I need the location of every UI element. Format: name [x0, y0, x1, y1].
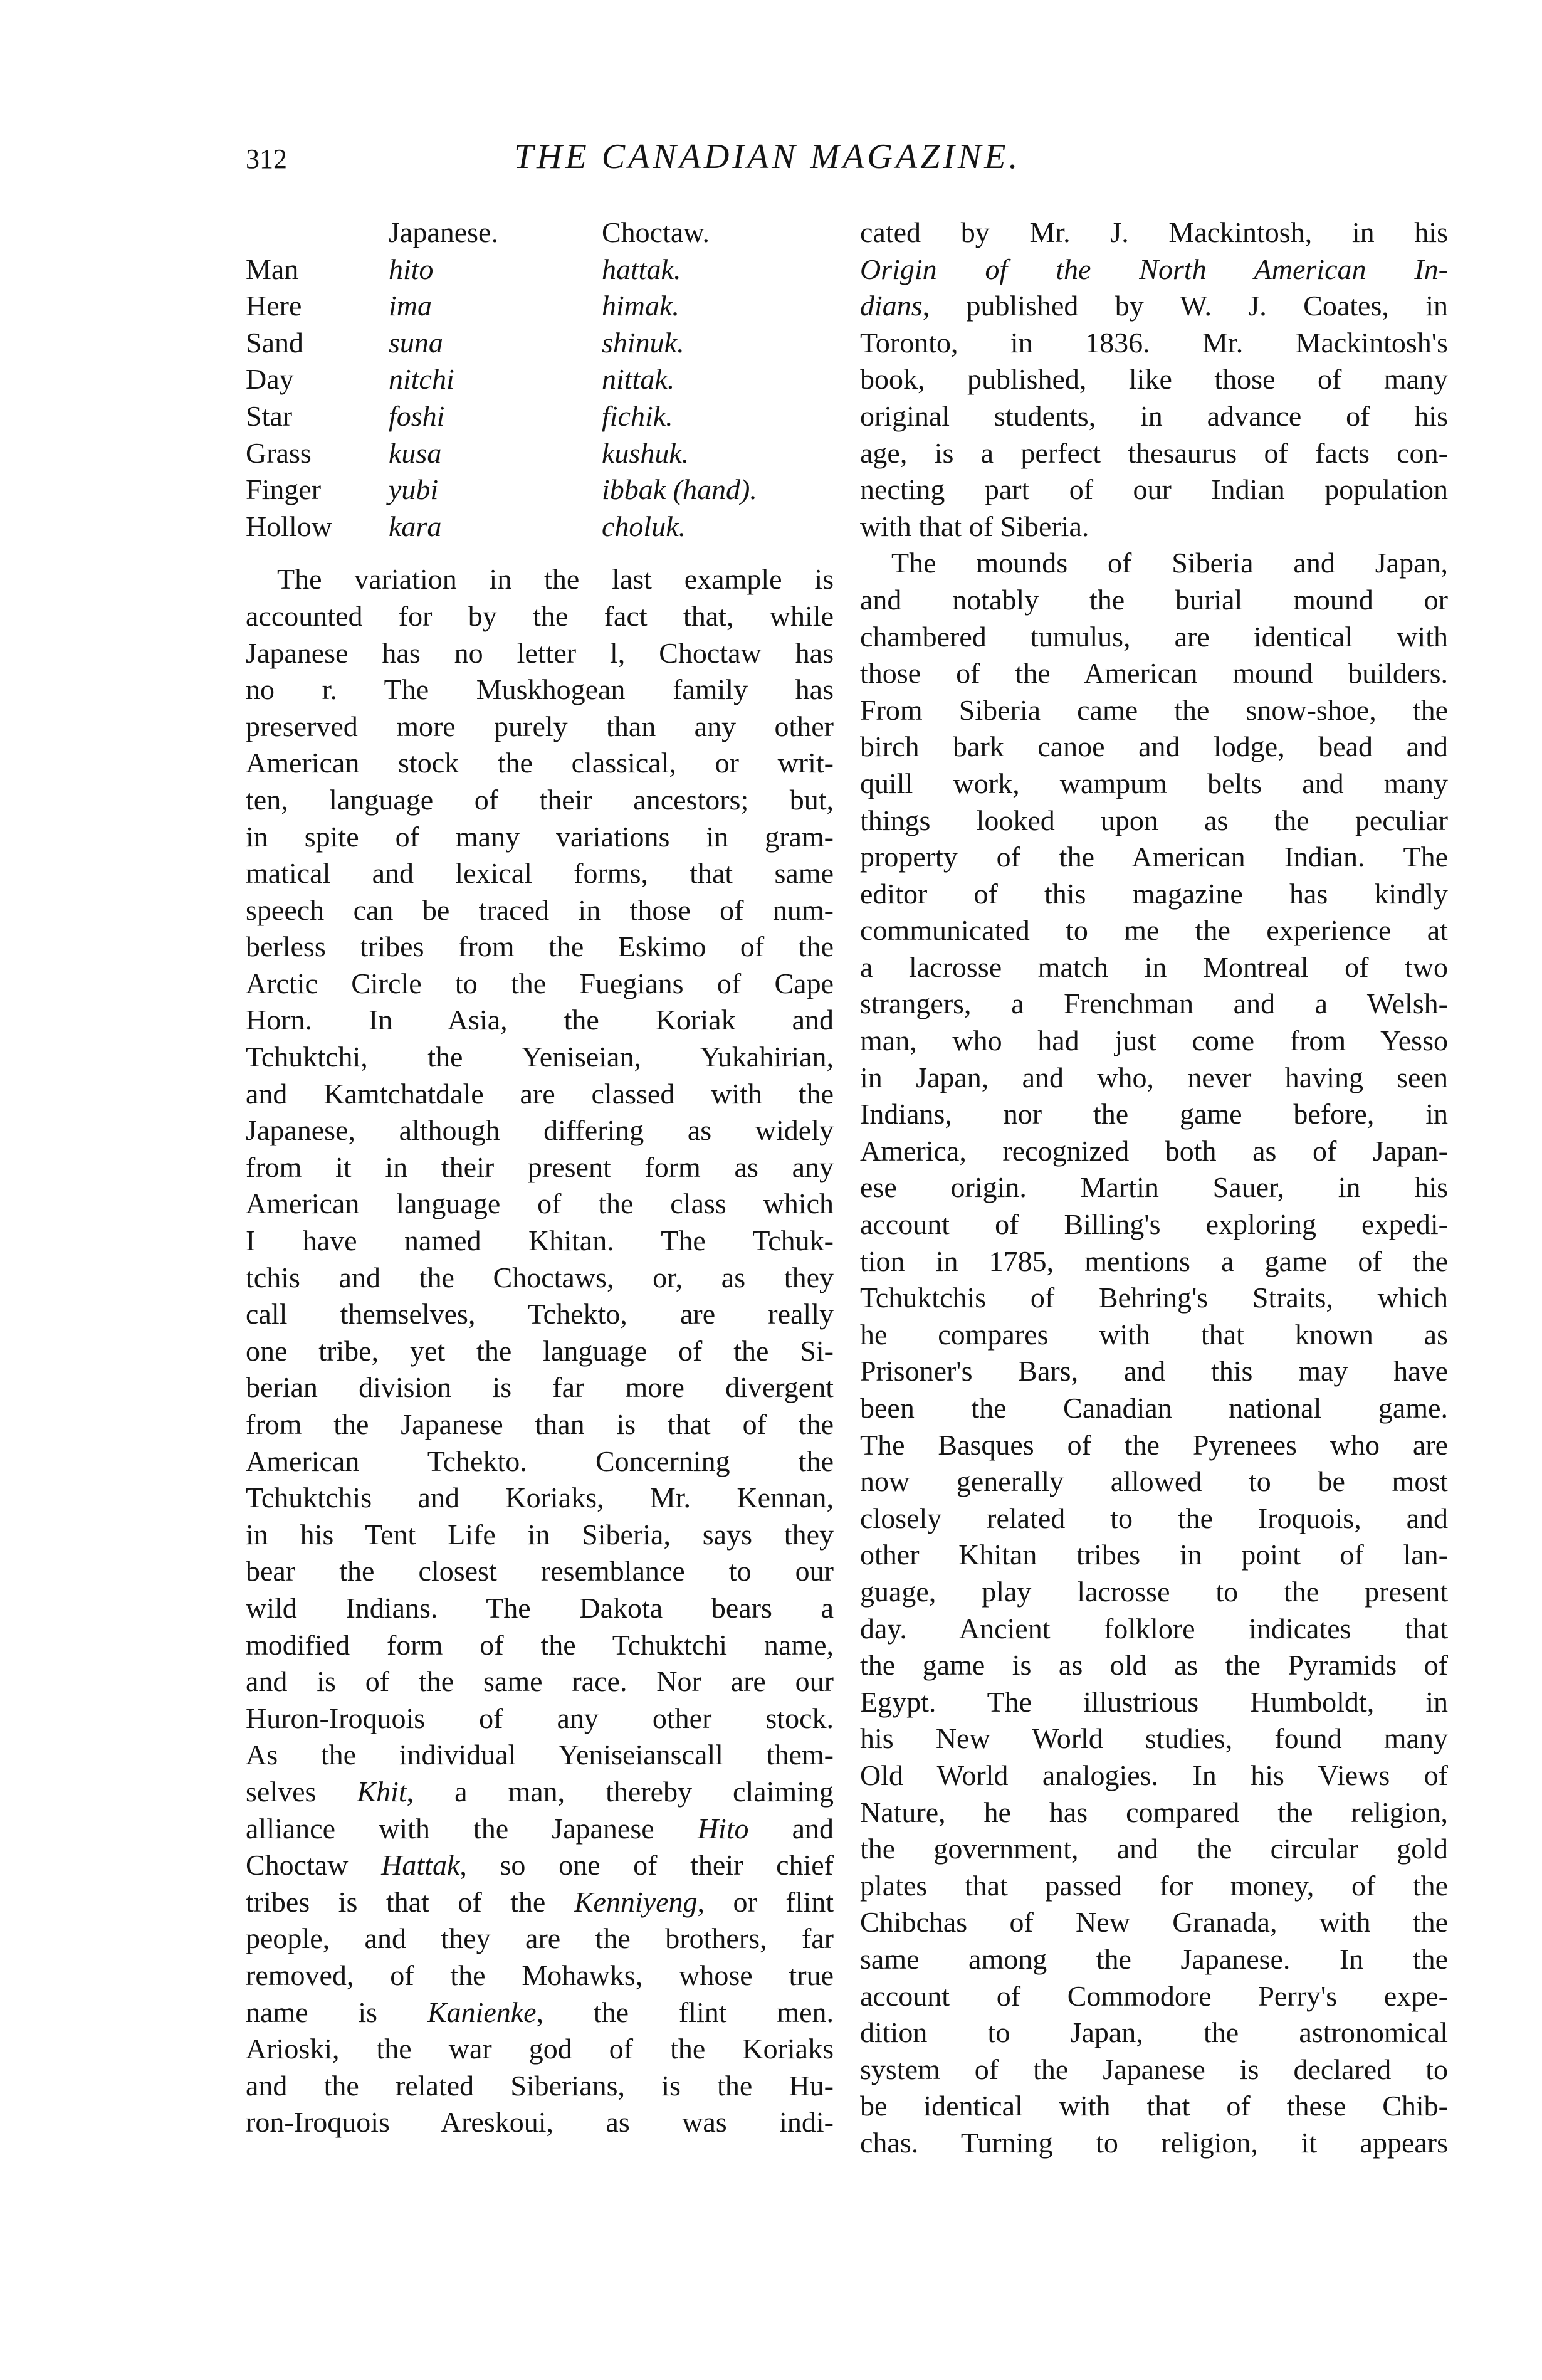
text-line: The variation in the last example is: [277, 563, 834, 596]
text-line: Arctic Circle to the Fuegians of Cape: [246, 967, 834, 999]
table-header-choctaw: Choctaw.: [602, 216, 710, 248]
right-column: [860, 214, 1448, 2161]
text-line: system of the Japanese is declared to: [860, 2053, 1448, 2085]
text-line: strangers, a Frenchman and a Welsh-: [860, 987, 1448, 1020]
text-line: Tchuktchis of Behring's Straits, which: [860, 1282, 1448, 1314]
text-line: in Japan, and who, never having seen: [860, 1061, 1448, 1093]
text-line: in spite of many variations in gram-: [246, 820, 834, 853]
text-line: been the Canadian national game.: [860, 1392, 1448, 1424]
english-word: Day: [246, 363, 294, 396]
english-word: Man: [246, 253, 299, 285]
text-line: Tchuktchi, the Yeniseian, Yukahirian,: [246, 1041, 834, 1073]
text-line: and Kamtchatdale are classed with the: [246, 1077, 834, 1110]
text-line: tion in 1785, mentions a game of the: [860, 1245, 1448, 1277]
text-line: Huron-Iroquois of any other stock.: [246, 1702, 834, 1734]
text-line: Indians, nor the game before, in: [860, 1098, 1448, 1130]
italic-term: Kanienke: [427, 1996, 537, 2028]
text-line: tchis and the Choctaws, or, as they: [246, 1261, 834, 1293]
text-line: no r. The Muskhogean family has: [246, 673, 834, 706]
text-line: matical and lexical forms, that same: [246, 857, 834, 890]
japanese-word: hito: [389, 253, 434, 285]
choctaw-word: nittak.: [602, 363, 675, 396]
text-line: age, is a perfect thesaurus of facts con-: [860, 436, 1448, 469]
text-line: his New World studies, found many: [860, 1722, 1448, 1755]
text-line: from it in their present form as any: [246, 1151, 834, 1183]
book-title: Origin of the North American In-: [860, 253, 1448, 285]
text-line: From Siberia came the snow-shoe, the: [860, 693, 1448, 726]
text-line: one tribe, yet the language of the Si-: [246, 1334, 834, 1367]
text-line: property of the American Indian. The: [860, 841, 1448, 873]
text-line: he compares with that known as: [860, 1318, 1448, 1351]
text-line: The mounds of Siberia and Japan,: [891, 547, 1448, 579]
text-line: with that of Siberia.: [860, 510, 1089, 542]
japanese-word: nitchi: [389, 363, 454, 396]
text-line: ten, language of their ancestors; but,: [246, 783, 834, 816]
text-line: man, who had just come from Yesso: [860, 1024, 1448, 1057]
text-run: alliance with the Japanese: [246, 1812, 654, 1845]
text-run: , so one of their chief: [459, 1849, 834, 1882]
text-run: , or flint: [697, 1885, 834, 1918]
text-line: Prisoner's Bars, and this may have: [860, 1355, 1448, 1387]
text-line: American language of the class which: [246, 1187, 834, 1220]
text-run: , published by W. J. Coates, in: [922, 290, 1448, 322]
left-column-text: [246, 561, 834, 2141]
english-word: Finger: [246, 473, 322, 506]
text-run: Choctaw: [246, 1849, 382, 1882]
text-line: plates that passed for money, of the: [860, 1869, 1448, 1902]
table-header-japanese: Japanese.: [389, 216, 498, 248]
choctaw-word: himak.: [602, 290, 679, 322]
text-run: selves: [246, 1775, 357, 1808]
english-word: Here: [246, 290, 302, 322]
italic-term: Kenniyeng: [574, 1885, 698, 1918]
text-line: original students, in advance of his: [860, 399, 1448, 432]
text-line: accounted for by the fact that, while: [246, 599, 834, 632]
japanese-word: ima: [389, 290, 432, 322]
text-line: dition to Japan, the astronomical: [860, 2016, 1448, 2049]
text-line: account of Commodore Perry's expe-: [860, 1979, 1448, 2012]
text-line: [246, 1774, 834, 1811]
text-line: day. Ancient folklore indicates that: [860, 1612, 1448, 1645]
text-line: Egypt. The illustrious Humboldt, in: [860, 1685, 1448, 1718]
text-line: ron-Iroquois Areskoui, as was indi-: [246, 2106, 834, 2139]
text-line: Horn. In Asia, the Koriak and: [246, 1004, 834, 1036]
text-line: be identical with that of these Chib-: [860, 2090, 1448, 2122]
text-line: guage, play lacrosse to the present: [860, 1575, 1448, 1608]
text-line: berian division is far more divergent: [246, 1371, 834, 1404]
text-line: Old World analogies. In his Views of: [860, 1759, 1448, 1791]
text-line: and is of the same race. Nor are our: [246, 1665, 834, 1698]
english-word: Star: [246, 399, 293, 432]
text-line: things looked upon as the peculiar: [860, 804, 1448, 836]
text-line: American Tchekto. Concerning the: [246, 1445, 834, 1477]
text-line: modified form of the Tchuktchi name,: [246, 1628, 834, 1661]
left-column: [246, 214, 834, 2141]
text-line: American stock the classical, or writ-: [246, 747, 834, 779]
text-line: Toronto, in 1836. Mr. Mackintosh's: [860, 326, 1448, 359]
choctaw-word: choluk.: [602, 510, 686, 542]
text-line: [246, 1884, 834, 1921]
running-title: THE CANADIAN MAGAZINE.: [514, 137, 1021, 176]
text-line: and notably the burial mound or: [860, 583, 1448, 616]
table-header-cell: [246, 214, 389, 251]
text-line: necting part of our Indian population: [860, 473, 1448, 506]
text-line: quill work, wampum belts and many: [860, 767, 1448, 799]
text-line: other Khitan tribes in point of lan-: [860, 1539, 1448, 1571]
choctaw-word: kushuk.: [602, 436, 690, 469]
text-line: in his Tent Life in Siberia, says they: [246, 1518, 834, 1551]
text-line: and the related Siberians, is the Hu-: [246, 2069, 834, 2102]
text-run: tribes is that of the: [246, 1885, 574, 1918]
text-line: [246, 1994, 834, 2031]
text-line: cated by Mr. J. Mackintosh, in his: [860, 216, 1448, 248]
text-line: a lacrosse match in Montreal of two: [860, 950, 1448, 983]
text-line: birch bark canoe and lodge, bead and: [860, 730, 1448, 763]
text-line: call themselves, Tchekto, are really: [246, 1298, 834, 1330]
choctaw-word: hattak.: [602, 253, 681, 285]
japanese-word: kusa: [389, 436, 442, 469]
text-run: name is: [246, 1996, 427, 2028]
text-line: Japanese, although differing as widely: [246, 1114, 834, 1147]
text-line: ese origin. Martin Sauer, in his: [860, 1171, 1448, 1204]
text-line: Tchuktchis and Koriaks, Mr. Kennan,: [246, 1482, 834, 1514]
text-line: The Basques of the Pyrenees who are: [860, 1428, 1448, 1461]
book-title: dians: [860, 290, 923, 322]
choctaw-word: shinuk.: [602, 326, 684, 359]
choctaw-word: ibbak (hand).: [602, 473, 757, 506]
text-line: those of the American mound builders.: [860, 657, 1448, 690]
text-line: the government, and the circular gold: [860, 1833, 1448, 1865]
text-line: chas. Turning to religion, it appears: [860, 2126, 1448, 2159]
text-line: Japanese has no letter l, Choctaw has: [246, 636, 834, 669]
text-line: Arioski, the war god of the Koriaks: [246, 2033, 834, 2065]
text-line: editor of this magazine has kindly: [860, 877, 1448, 910]
text-line: closely related to the Iroquois, and: [860, 1502, 1448, 1534]
english-word: Sand: [246, 326, 303, 359]
vocabulary-table: [246, 214, 834, 545]
text-line: removed, of the Mohawks, whose true: [246, 1959, 834, 1991]
japanese-word: suna: [389, 326, 443, 359]
text-line: bear the closest resemblance to our: [246, 1555, 834, 1588]
italic-term: Hito: [697, 1812, 749, 1845]
text-line: [860, 288, 1448, 325]
english-word: Hollow: [246, 510, 332, 542]
text-line: Nature, he has compared the religion,: [860, 1796, 1448, 1828]
italic-term: Khit: [357, 1775, 407, 1808]
text-line: communicated to me the experience at: [860, 914, 1448, 947]
text-line: Chibchas of New Granada, with the: [860, 1906, 1448, 1939]
japanese-word: foshi: [389, 399, 445, 432]
text-line: [860, 251, 1448, 288]
text-line: from the Japanese than is that of the: [246, 1408, 834, 1440]
text-line: America, recognized both as of Japan-: [860, 1134, 1448, 1167]
text-line: same among the Japanese. In the: [860, 1942, 1448, 1975]
text-line: preserved more purely than any other: [246, 710, 834, 742]
text-line: berless tribes from the Eskimo of the: [246, 930, 834, 963]
text-line: account of Billing's exploring expedi-: [860, 1208, 1448, 1241]
page-number: 312: [246, 144, 287, 174]
text-line: speech can be traced in those of num-: [246, 893, 834, 926]
text-line: the game is as old as the Pyramids of: [860, 1649, 1448, 1682]
text-line: now generally allowed to be most: [860, 1465, 1448, 1498]
text-run: , a man, thereby claiming: [406, 1775, 834, 1808]
text-line: [246, 1811, 834, 1848]
text-run: and: [748, 1812, 834, 1845]
japanese-word: yubi: [389, 473, 439, 506]
text-line: chambered tumulus, are identical with: [860, 620, 1448, 653]
text-line: people, and they are the brothers, far: [246, 1922, 834, 1955]
text-line: book, published, like those of many: [860, 363, 1448, 396]
italic-term: Hattak: [381, 1849, 460, 1882]
text-line: As the individual Yeniseianscall them-: [246, 1739, 834, 1771]
text-line: [246, 1847, 834, 1884]
japanese-word: kara: [389, 510, 442, 542]
english-word: Grass: [246, 436, 312, 469]
text-run: , the flint men.: [536, 1996, 834, 2028]
choctaw-word: fichik.: [602, 399, 673, 432]
text-line: I have named Khitan. The Tchuk-: [246, 1224, 834, 1257]
text-line: wild Indians. The Dakota bears a: [246, 1591, 834, 1624]
